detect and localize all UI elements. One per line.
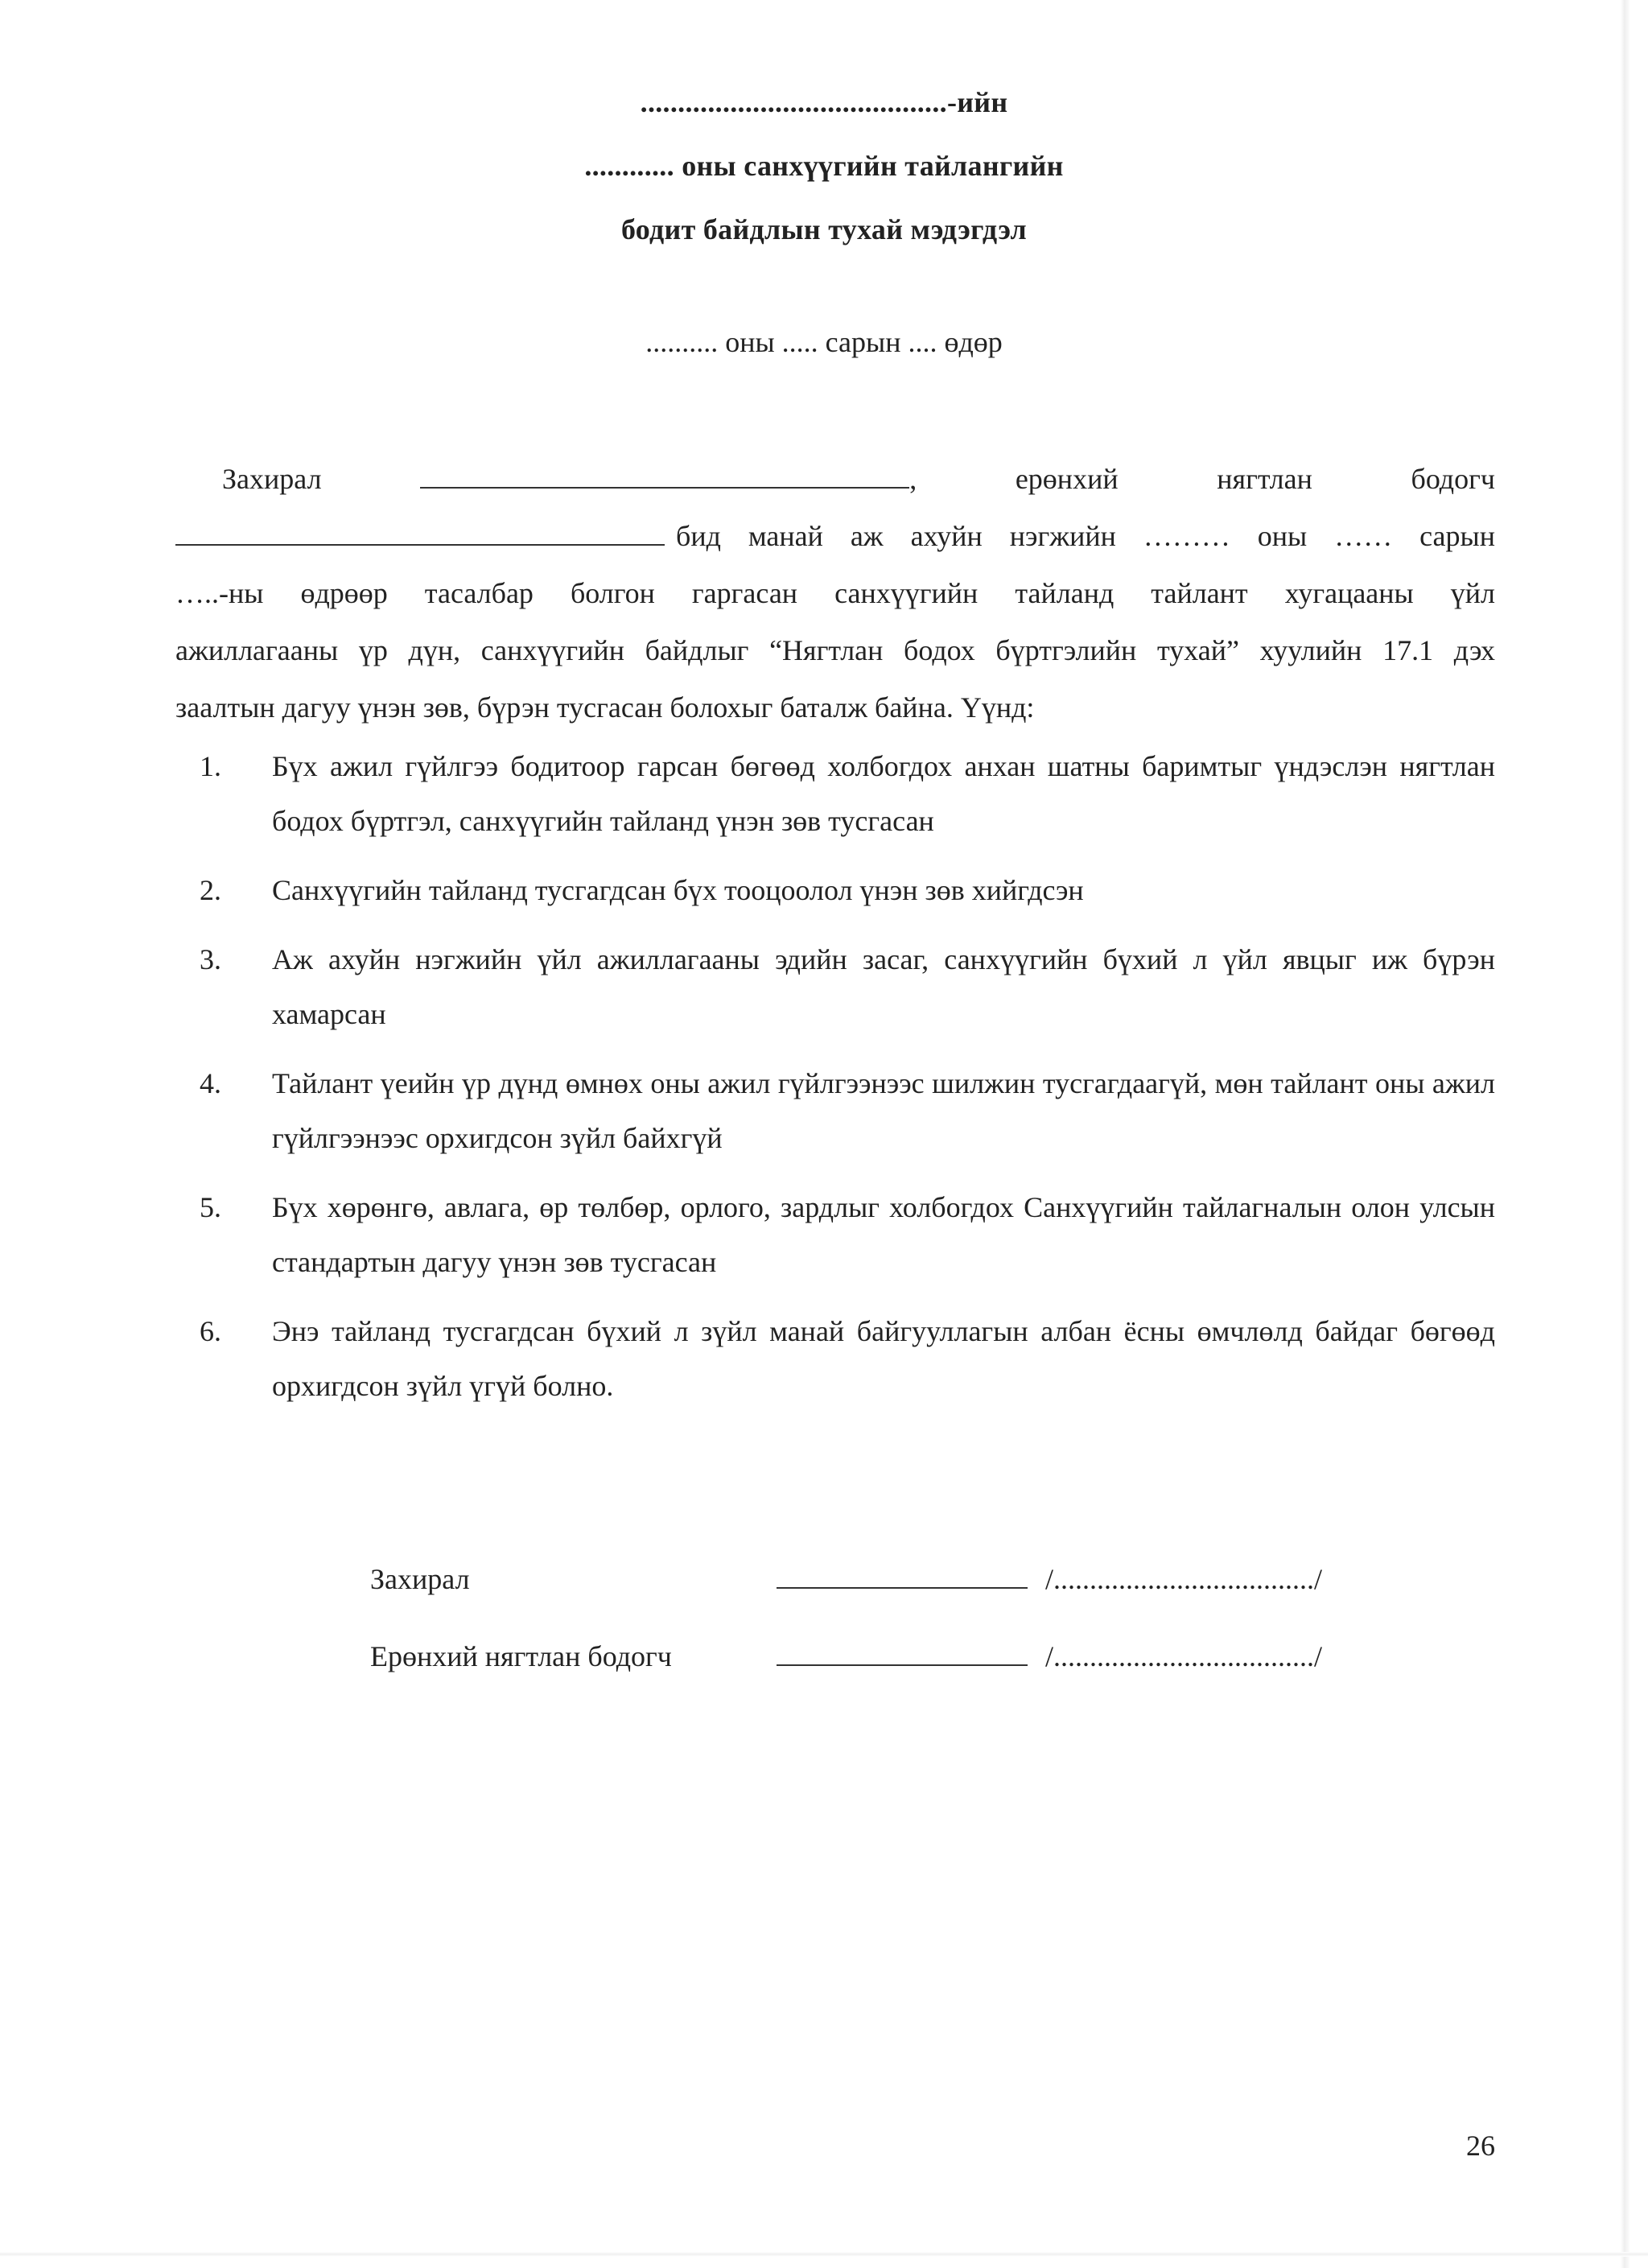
list-item-number: 2. (200, 874, 221, 906)
list-item-number: 5. (200, 1191, 221, 1223)
signature-row-chief-accountant (370, 1637, 1368, 1714)
intro-first-line (175, 451, 1495, 508)
list-item-number: 4. (200, 1067, 221, 1099)
intro-second-line (175, 508, 1495, 565)
list-item (175, 863, 1495, 918)
signature-block (370, 1560, 1368, 1714)
list-item (175, 932, 1495, 1041)
list-item-number: 1. (200, 750, 221, 782)
list-item-number: 3. (200, 943, 221, 975)
title-organization-line: .........................................-ийн (640, 86, 1008, 118)
intro-line2-text: бид манай аж ахуйн нэгжийн ……… оны …… сарын (676, 520, 1495, 552)
title-statement-line: бодит байдлын тухай мэдэгдэл (620, 213, 1028, 245)
intro-third-line: …..-ны өдрөөр тасалбар болгон гаргасан санхүүгийн тайланд тайлант хугацааны үйл (175, 577, 1495, 609)
page-number: 26 (1466, 2130, 1495, 2162)
intro-director-label: Захирал (222, 463, 322, 495)
list-item (175, 1304, 1495, 1413)
director-name-line (420, 460, 909, 489)
director-name-blank (420, 451, 917, 508)
signature-name-placeholder: /..................................../ (1045, 1563, 1323, 1595)
intro-fifth-line: заалтын дагуу үнэн зөв, бүрэн тусгасан болохыг баталж байна. Үүнд: (175, 691, 1035, 724)
word-chief: ерөнхий (1015, 463, 1119, 495)
list-item-text: Санхүүгийн тайланд тусгагдсан бүх тооцоолол үнэн зөв хийгдсэн (272, 874, 1084, 906)
word-bodogch: бодогч (1411, 463, 1495, 495)
date-line: .......... оны ..... сарын .... өдөр (645, 326, 1003, 358)
list-item-text: Аж ахуйн нэгжийн үйл ажиллагааны эдийн засаг, санхүүгийн бүхий л үйл явцыг иж бүрэн хамарсан (272, 943, 1495, 1030)
signature-role: Ерөнхий нягтлан бодогч (370, 1640, 672, 1672)
list-item-text: Тайлант үеийн үр дүнд өмнөх оны ажил гүйлгээнээс шилжин тусгагдаагүй, мөн тайлант оны ажил гүйлгээнээс орхигдсон зүйл байхгүй (272, 1067, 1495, 1154)
signature-line (777, 1560, 1028, 1589)
statement-list (175, 739, 1495, 1428)
title-report-year-line: ............ оны санхүүгийн тайлангийн (584, 150, 1064, 182)
list-item (175, 1180, 1495, 1289)
list-item-text: Бүх ажил гүйлгээ бодитоор гарсан бөгөөд холбогдох анхан шатны баримтыг үндэслэн нягтлан бодох бүртгэл, санхүүгийн тайланд үнэн зөв тусгасан (272, 750, 1495, 837)
list-item (175, 1056, 1495, 1165)
list-item (175, 739, 1495, 848)
accountant-name-line (175, 517, 665, 546)
list-item-text: Бүх хөрөнгө, авлага, өр төлбөр, орлого, зардлыг холбогдох Санхүүгийн тайлагналын олон улсын стандартын дагуу үнэн зөв тусгасан (272, 1191, 1495, 1278)
scan-bottom-shadow (0, 2252, 1648, 2257)
signature-row-director (370, 1560, 1368, 1637)
signature-name-placeholder: /..................................../ (1045, 1640, 1323, 1672)
signature-line (777, 1637, 1028, 1666)
list-item-text: Энэ тайланд тусгагдсан бүхий л зүйл манай байгууллагын албан ёсны өмчлөлд байдаг бөгөөд орхигдсон зүйл үгүй болно. (272, 1315, 1495, 1402)
intro-fourth-line: ажиллагааны үр дүн, санхүүгийн байдлыг “Нягтлан бодох бүртгэлийн тухай” хуулийн 17.1 дэх (175, 634, 1495, 666)
signature-role: Захирал (370, 1563, 470, 1595)
intro-paragraph (175, 451, 1495, 736)
director-comma: , (909, 463, 917, 495)
word-accountant: нягтлан (1217, 463, 1312, 495)
list-item-number: 6. (200, 1315, 221, 1347)
